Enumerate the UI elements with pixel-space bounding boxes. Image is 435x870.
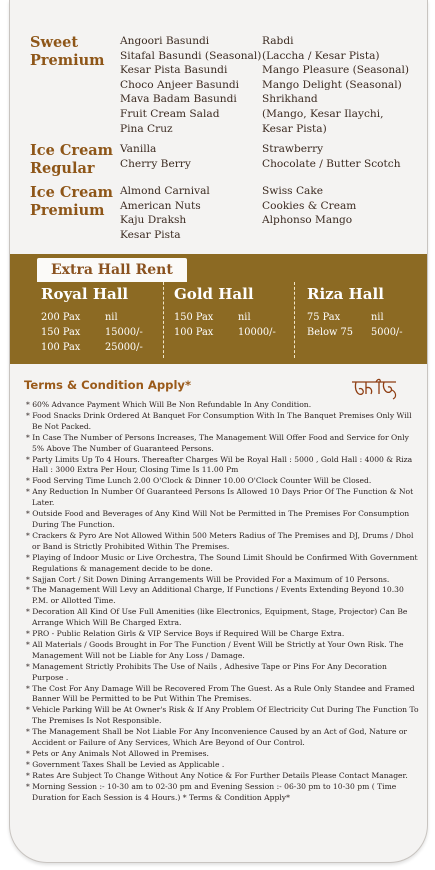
- menu-item: (Laccha / Kesar Pista): [262, 49, 380, 62]
- hall-rate-row: 200 Pax nil: [41, 312, 118, 323]
- item-column-left: [120, 34, 262, 136]
- term-item: * In Case The Number of Persons Increases, The Management Will Offer Food and Service for Only 5% Above The Number of Guaranteed Persons.: [24, 433, 420, 455]
- hall-rate-row: 100 Pax 25000/-: [41, 342, 143, 353]
- term-item: * Any Reduction In Number Of Guaranteed Persons Is Allowed 10 Days Prior Of The Function & Not Later.: [24, 487, 420, 509]
- hall-name: Royal Hall: [41, 285, 129, 303]
- menu-item: Vanilla: [120, 143, 157, 156]
- term-item: * Government Taxes Shall be Levied as Applicable .: [24, 760, 420, 771]
- term-item: * Food Snacks Drink Ordered At Banquet For Consumption With In The Banquet Premises Only Will Be Not Packed.: [24, 411, 420, 433]
- menu-item: Kesar Pista: [120, 228, 181, 241]
- category-title: Sweet Premium: [30, 34, 105, 69]
- term-item: * Vehicle Parking Will be At Owner's Risk & If Any Problem Of Electricity Cut During The Function To The Premises Is Not Responsible.: [24, 705, 420, 727]
- term-item: * PRO - Public Relation Girls & VIP Service Boys if Required Will be Charge Extra.: [24, 629, 420, 640]
- menu-item: Cookies & Cream: [262, 199, 357, 212]
- menu-item: American Nuts: [120, 199, 201, 212]
- menu-item: Cherry Berry: [120, 157, 191, 170]
- term-item: * 60% Advance Payment Which Will Be Non Refundable In Any Condition.: [24, 400, 420, 411]
- column-divider: [294, 282, 295, 358]
- terms-list: [24, 400, 420, 804]
- hall-rate-row: 75 Pax nil: [307, 312, 384, 323]
- item-column-left: [120, 142, 262, 178]
- term-item: * Management Strictly Prohibits The Use of Nails , Adhesive Tape or Pins For Any Decoration Purpose .: [24, 662, 420, 684]
- term-item: * Outside Food and Beverages of Any Kind Will Not be Permitted in The Premises For Consumption During The Function.: [24, 509, 420, 531]
- category-title: Ice Cream Premium: [30, 184, 114, 220]
- hall-gold: [174, 282, 276, 340]
- hall-rent-title: Extra Hall Rent: [37, 258, 187, 282]
- term-item: * Rates Are Subject To Change Without Any Notice & For Further Details Please Contact Manager.: [24, 771, 420, 782]
- hall-name: Riza Hall: [307, 285, 384, 303]
- hall-royal: [41, 282, 143, 355]
- menu-item: Kaju Draksh: [120, 214, 187, 227]
- hall-name: Gold Hall: [174, 285, 254, 303]
- term-item: * Crackers & Pyro Are Not Allowed Within 500 Meters Radius of The Premises and DJ, Drums / Dhol or Band is Strictly Prohibited Within The Premises.: [24, 531, 420, 553]
- menu-item: Angoori Basundi: [120, 35, 210, 47]
- menu-item: Kesar Pista): [262, 122, 327, 135]
- menu-item: Mango Delight (Seasonal): [262, 78, 402, 91]
- term-item: * The Cost For Any Damage Will be Recovered From The Guest. As a Rule Only Standee and Framed Banner Will be Permitted to be Put Within The Premises.: [24, 684, 420, 706]
- hall-rate-row: 100 Pax 10000/-: [174, 327, 276, 338]
- term-item: * Sajjan Cort / Sit Down Dining Arrangements Will be Provided For a Maximum of 10 Persons.: [24, 575, 420, 586]
- category-sweet-premium: [30, 34, 420, 136]
- item-column-left: [120, 184, 262, 242]
- menu-card: [9, 0, 428, 863]
- category-ice-cream-premium: [30, 184, 420, 242]
- menu-item: Rabdi: [262, 35, 294, 47]
- item-column-right: [262, 142, 412, 178]
- column-divider: [163, 282, 164, 358]
- menu-item: Chocolate / Butter Scotch: [262, 157, 401, 170]
- term-item: * Food Serving Time Lunch 2.00 O'Clock & Dinner 10.00 O'Clock Counter Will be Closed.: [24, 476, 420, 487]
- hall-rate-row: 150 Pax nil: [174, 312, 251, 323]
- term-item: * Pets or Any Animals Not Allowed in Premises.: [24, 749, 420, 760]
- menu-item: Choco Anjeer Basundi: [120, 78, 240, 91]
- term-item: * Playing of Indoor Music or Live Orchestra, The Sound Limit Should be Confirmed With Government Regulations & management decide to be done.: [24, 553, 420, 575]
- term-item: * The Management Will Levy an Additional Charge, If Functions / Events Extending Beyond 10.30 P.M. or Allotted Time.: [24, 585, 420, 607]
- category-ice-cream-regular: [30, 142, 420, 178]
- term-item: * Decoration All Kind Of Use Full Amenities (like Electronics, Equipment, Stage, Projector) Can Be Arrange Which Will Be Charged Extra.: [24, 607, 420, 629]
- hall-riza: [307, 282, 403, 340]
- menu-item: Mava Badam Basundi: [120, 93, 237, 106]
- menu-item: (Mango, Kesar Ilaychi,: [262, 107, 384, 120]
- terms-heading: Terms & Condition Apply*: [24, 378, 192, 392]
- hall-rate-row: Below 75 5000/-: [307, 327, 403, 338]
- category-title: Ice Cream Regular: [30, 142, 114, 178]
- item-column-right: [262, 184, 412, 242]
- menu-item: Shrikhand: [262, 93, 318, 106]
- item-column-right: [262, 34, 412, 136]
- menu-item: Mango Pleasure (Seasonal): [262, 64, 410, 77]
- term-item: * Party Limits Up To 4 Hours. Thereafter Charges Wil be Royal Hall : 5000 , Gold Hall : 4000 & Riza Hall : 3000 Extra Per Hour, Closing Time Is 11.00 Pm: [24, 455, 420, 477]
- menu-item: Fruit Cream Salad: [120, 107, 220, 120]
- term-item: * Morning Session :- 10-30 am to 02-30 pm and Evening Session :- 06-30 pm to 10-30 pm ( Time Duration for Each Session is 4 Hours.) * Terms & Condition Apply*: [24, 782, 420, 804]
- dessert-menu: [30, 34, 420, 249]
- term-item: * All Materials / Goods Brought in For The Function / Event Will be Strictly at Your Own Risk. The Management Will not be Liable for Any Loss / Damage.: [24, 640, 420, 662]
- menu-item: Sitafal Basundi (Seasonal): [120, 49, 262, 62]
- terms-section: [24, 378, 420, 804]
- term-item: * The Management Shall be Not Liable For Any Inconvenience Caused by an Act of God, Nature or Accident or Failure of Any Services, Which Are Beyond of Our Control.: [24, 727, 420, 749]
- menu-item: Strawberry: [262, 143, 324, 156]
- menu-item: Swiss Cake: [262, 185, 324, 198]
- menu-item: Almond Carnival: [120, 185, 210, 198]
- hall-rate-row: 150 Pax 15000/-: [41, 327, 143, 338]
- menu-item: Alphonso Mango: [262, 214, 353, 227]
- menu-item: Kesar Pista Basundi: [120, 64, 228, 77]
- menu-item: Pina Cruz: [120, 122, 173, 135]
